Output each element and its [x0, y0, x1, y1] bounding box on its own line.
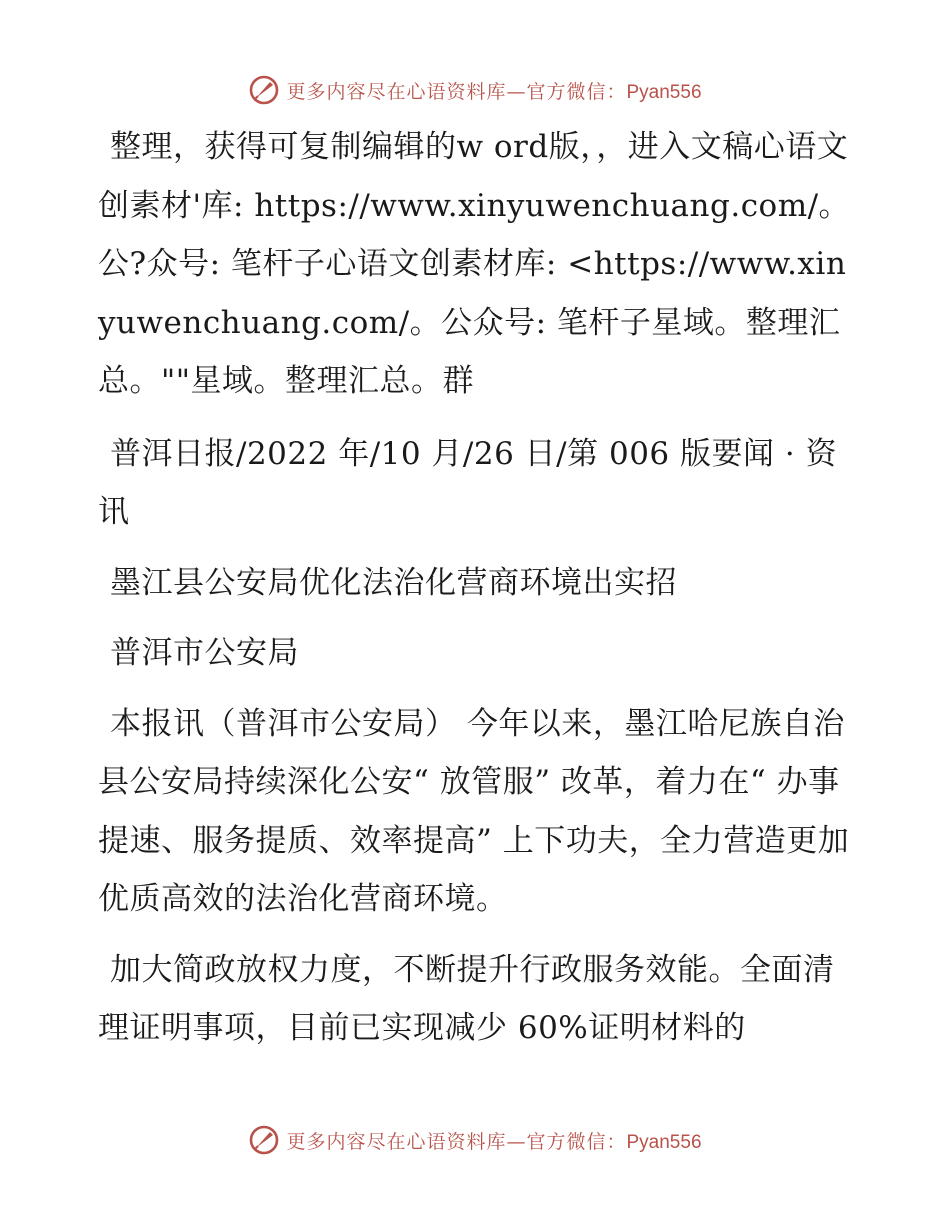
watermark-text: 更多内容尽在心语资料库—官方微信：Pyan556: [286, 80, 702, 103]
quill-logo-icon: [248, 74, 280, 106]
watermark-text: 更多内容尽在心语资料库—官方微信：Pyan556: [286, 1130, 702, 1153]
source-line: 普洱日报/2022 年/10 月/26 日/第 006 版要闻 · 资讯: [98, 435, 838, 530]
header-watermark: [0, 70, 950, 110]
article-title: 墨江县公安局优化法治化营商环境出实招: [110, 564, 677, 601]
body-paragraph-1: 本报讯（普洱市公安局） 今年以来，墨江哈尼族自治县公安局持续深化公安“ 放管服” 改革，着力在“ 办事提速、服务提质、效率提高” 上下功夫，全力营造更加优质高效的法治化营商环境。: [98, 705, 850, 917]
body-paragraph-2: 加大简政放权力度，不断提升行政服务效能。全面清理证明事项，目前已实现减少 60%证明材料的: [98, 951, 835, 1046]
quill-logo-icon: [248, 1124, 280, 1156]
document-body: [98, 118, 858, 1058]
article-author: 普洱市公安局: [110, 635, 299, 671]
intro-paragraph: 整理，获得可复制编辑的w ord版，，进入文稿心语文创素材'库: https://www.xinyuwenchuang.com/。公?众号: 笔杆子心语文创素材库: <https://www.xinyuwenchuang.com/。公众号: 笔杆子星域。整理汇总。""星域。整理汇总。群: [98, 129, 851, 399]
footer-watermark: [0, 1120, 950, 1160]
